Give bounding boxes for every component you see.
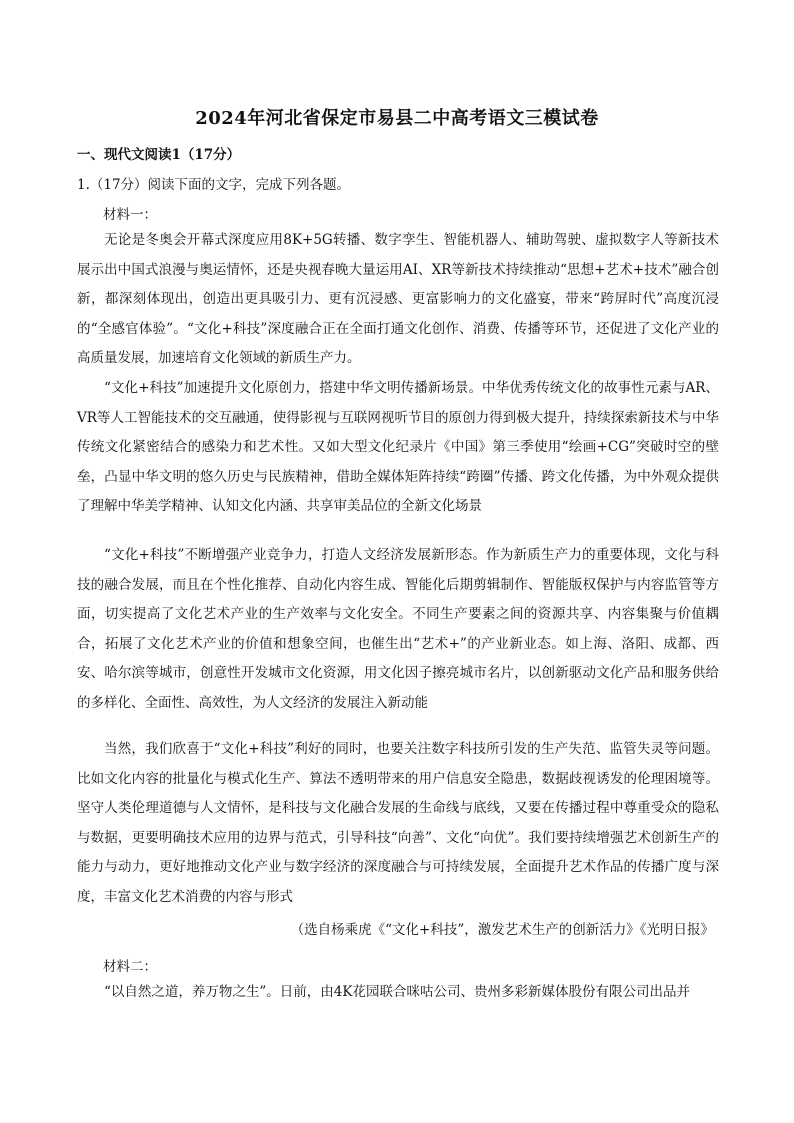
material-2-label: 材料二： bbox=[103, 959, 157, 975]
paragraph-1: 无论是冬奥会开幕式深度应用8K+5G转播、数字孪生、智能机器人、辅助驾驶、虚拟数字人等新技术展示出中国式浪漫与奥运情怀，还是央视春晚大量运用AI、XR等新技术持续推动“思想+艺术+技术”融合创新，都深刻体现出，创造出更具吸引力、更有沉浸感、更富影响力的文化盛宴，带来“跨屏时代”高度沉浸的“全感官体验”。“文化+科技”深度融合正在全面打通文化创作、消费、传播等环节，还促进了文化产业的高质量发展，加速培育文化领域的新质生产力。 bbox=[77, 232, 719, 367]
section-heading: 一、现代文阅读1（17分） bbox=[77, 147, 241, 163]
paragraph-3: “文化+科技”不断增强产业竞争力，打造人文经济发展新形态。作为新质生产力的重要体现，文化与科技的融合发展，而且在个性化推荐、自动化内容生成、智能化后期剪辑制作、智能版权保护与内容监管等方面，切实提高了文化艺术产业的生产效率与文化安全。不同生产要素之间的资源共享、内容集聚与价值耦合，拓展了文化艺术产业的价值和想象空间，也催生出“艺术+”的产业新业态。如上海、洛阳、成都、西安、哈尔滨等城市，创意性开发城市文化资源，用文化因子擦亮城市名片，以创新驱动文化产品和服务供给的多样化、全面性、高效性，为人文经济的发展注入新动能 bbox=[77, 547, 719, 711]
paragraph-2: “文化+科技”加速提升文化原创力，搭建中华文明传播新场景。中华优秀传统文化的故事性元素与AR、VR等人工智能技术的交互融通，使得影视与互联网视听节目的原创力得到极大提升，持续探索新技术与中华传统文化紧密结合的感染力和艺术性。又如大型文化纪录片《中国》第三季使用“绘画+CG”突破时空的壁垒，凸显中华文明的悠久历史与民族精神，借助全媒体矩阵持续“跨圈”传播、跨文化传播，为中外观众提供了理解中华美学精神、认知文化内涵、共享审美品位的全新文化场景 bbox=[77, 380, 719, 515]
paragraph-4: 当然，我们欣喜于“文化+科技”利好的同时，也要关注数字科技所引发的生产失范、监管失灵等问题。比如文化内容的批量化与模式化生产、算法不透明带来的用户信息安全隐患，数据歧视诱发的伦理困境等。坚守人类伦理道德与人文情怀，是科技与文化融合发展的生命线与底线，又要在传播过程中尊重受众的隐私与数据，更要明确技术应用的边界与范式，引导科技“向善”、文化“向优”。我们要持续增强艺术创新生产的能力与动力，更好地推动文化产业与数字经济的深度融合与可持续发展，全面提升艺术作品的传播广度与深度，丰富文化艺术消费的内容与形式 bbox=[77, 741, 719, 905]
question-prompt: 1.（17分）阅读下面的文字，完成下列各题。 bbox=[77, 177, 351, 193]
page-title: 2024年河北省保定市易县二中高考语文三模试卷 bbox=[195, 108, 599, 129]
source-citation: （选自杨乘虎《“文化+科技”，激发艺术生产的创新活力》《光明日报》 bbox=[290, 922, 714, 938]
paragraph-5: “以自然之道，养万物之生”。日前，由4K花园联合咪咕公司、贵州多彩新媒体股份有限公司出品并 bbox=[104, 984, 690, 1000]
material-1-label: 材料一： bbox=[103, 207, 157, 223]
